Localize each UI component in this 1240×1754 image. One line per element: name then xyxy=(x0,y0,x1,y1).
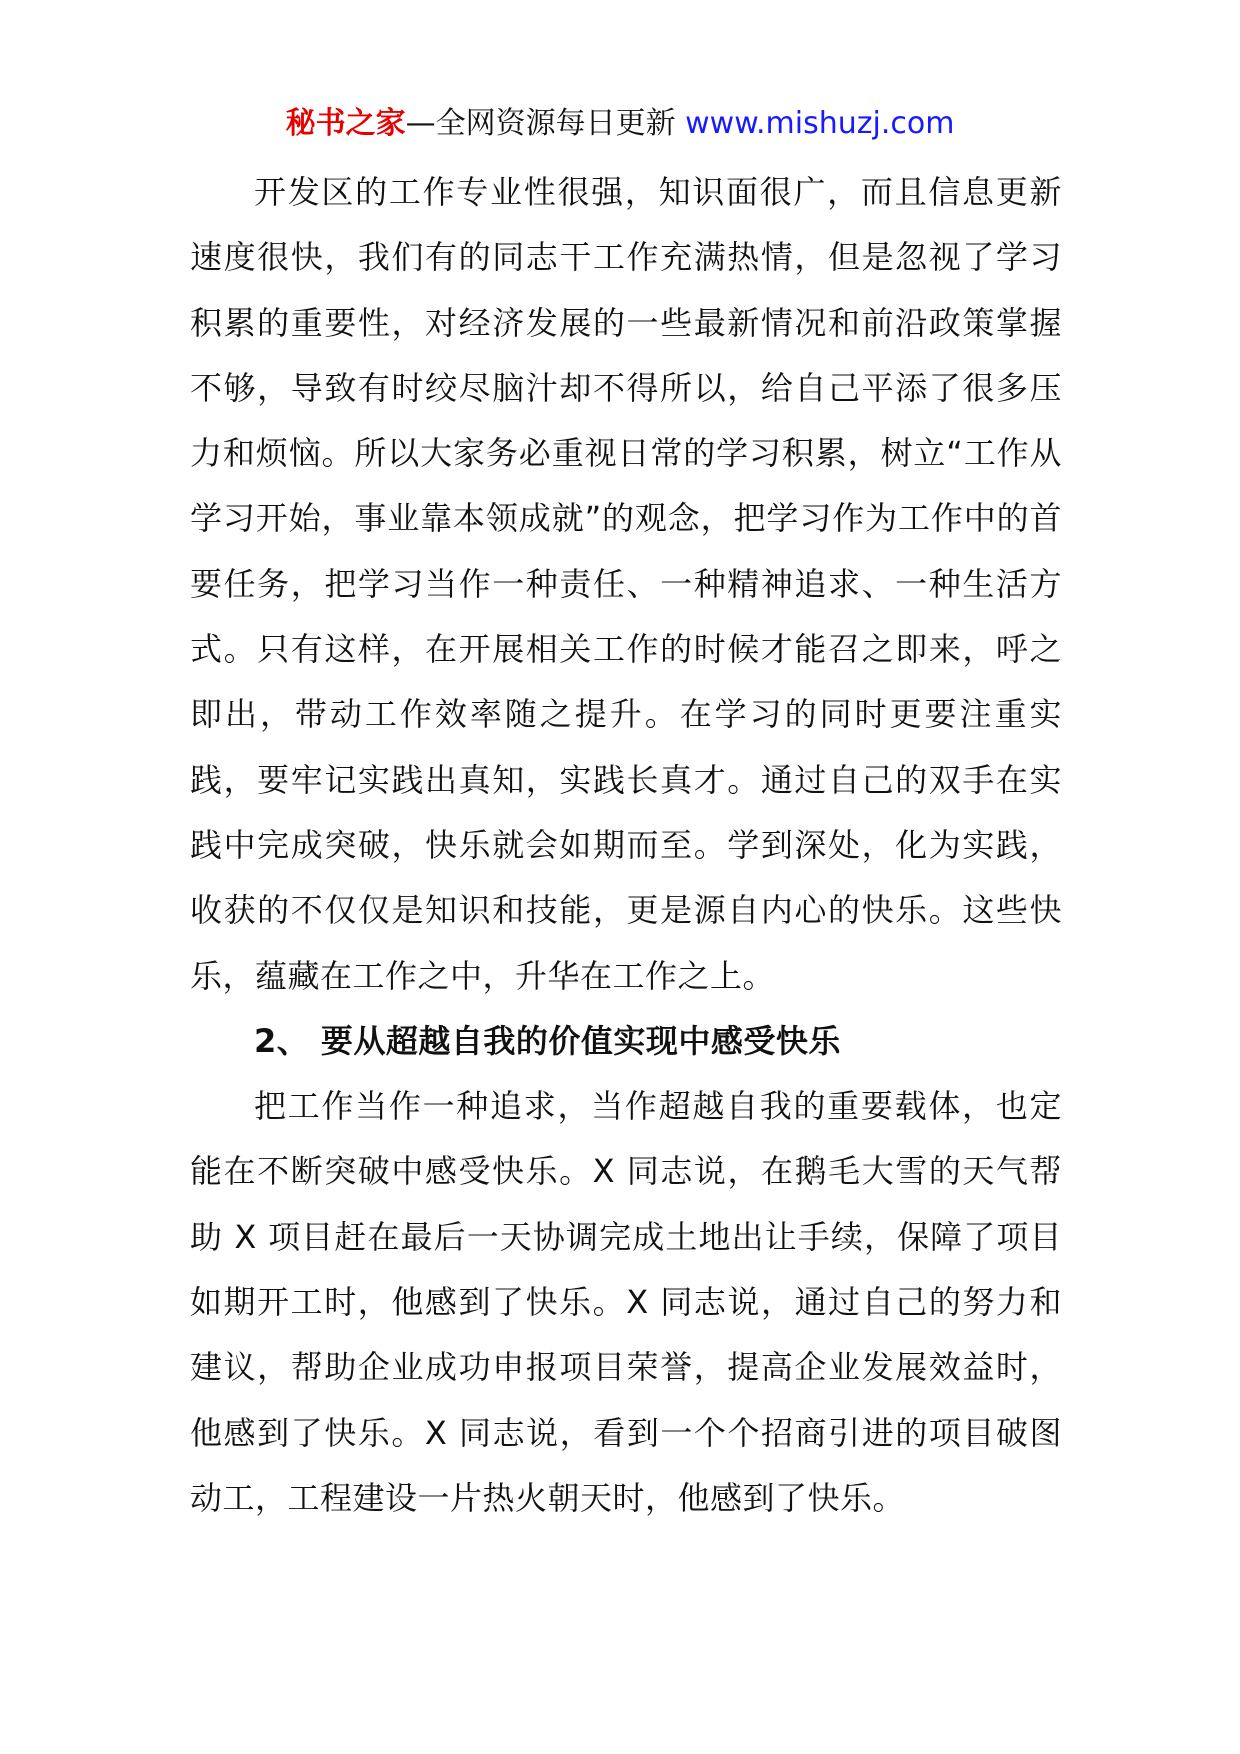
site-header xyxy=(0,100,1240,148)
site-url-link[interactable]: www.mishuzj.com xyxy=(685,106,955,141)
body-paragraph: 把工作当作一种追求，当作超越自我的重要载体，也定能在不断突破中感受快乐。X 同志说，在鹅毛大雪的天气帮助 X 项目赶在最后一天协调完成土地出让手续，保障了项目如期开工时，他感到了快乐。X 同志说，通过自己的努力和建议，帮助企业成功申报项目荣誉，提高企业发展效益时，他感到了快乐。X 同志说，看到一个个招商引进的项目破图动工，工程建设一片热火朝天时，他感到了快乐。 xyxy=(190,1087,1062,1517)
site-slogan: —全网资源每日更新 xyxy=(405,106,676,141)
site-brand: 秘书之家 xyxy=(285,106,406,141)
body-paragraph: 开发区的工作专业性很强，知识面很广，而且信息更新速度很快，我们有的同志干工作充满热情，但是忽视了学习积累的重要性，对经济发展的一些最新情况和前沿政策掌握不够，导致有时绞尽脑汁却不得所以，给自己平添了很多压力和烦恼。所以大家务必重视日常的学习积累，树立“工作从学习开始，事业靠本领成就”的观念，把学习作为工作中的首要任务，把学习当作一种责任、一种精神追求、一种生活方式。只有这样，在开展相关工作的时候才能召之即来，呼之即出，带动工作效率随之提升。在学习的同时更要注重实践，要牢记实践出真知，实践长真才。通过自己的双手在实践中完成突破，快乐就会如期而至。学到深处，化为实践，收获的不仅仅是知识和技能，更是源自内心的快乐。这些快乐，蕴藏在工作之中，升华在工作之上。 xyxy=(190,173,1062,995)
section-heading: 2、 要从超越自我的价值实现中感受快乐 xyxy=(254,1021,841,1060)
document-body xyxy=(190,160,1062,1531)
